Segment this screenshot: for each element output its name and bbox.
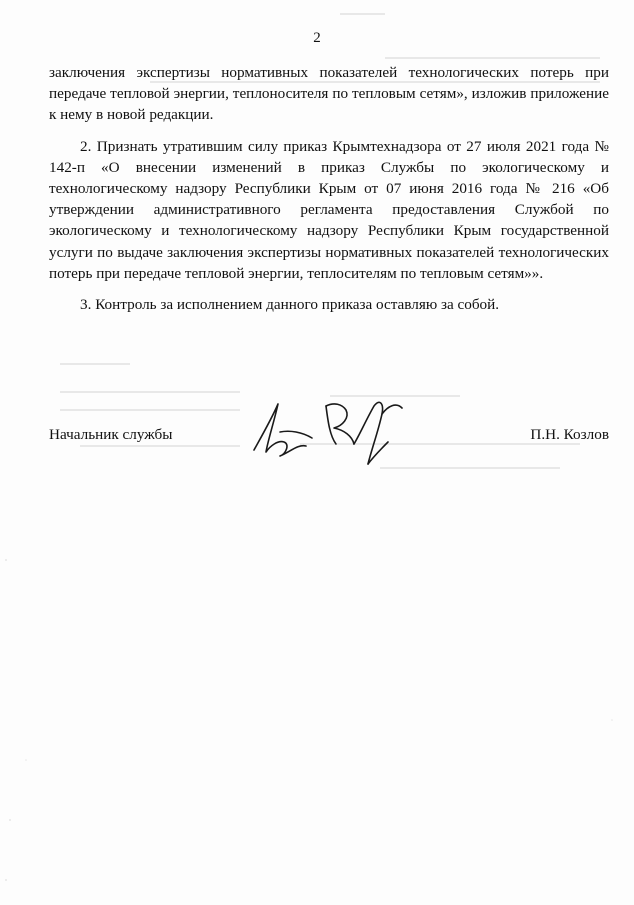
paragraph-continuation: заключения экспертизы нормативных показателей технологических потерь при передаче тепловой энергии, теплоносителя по тепловым сетям», изложив приложение к нему в новой редакции. [49,64,609,124]
paragraph-item-2: 2. Признать утратившим силу приказ Крымтехнадзора от 27 июля 2021 года № 142-п «О внесении изменений в приказ Службы по экологическому и технологическому надзору Республики Крым от 07 июня 2016 года № 216 «Об утверждении административного регламента предоставления Службой по экологическому и технологическому надзору Республики Крым государственной услуги по выдаче заключения экспертизы нормативных показателей технологических потерь при передаче тепловой энергии, теплосителям по тепловым сетям»». [49,137,609,282]
signatory-name: П.Н. Козлов [530,426,609,443]
paragraph-item-3: 3. Контроль за исполнением данного приказа оставляю за собой. [80,296,500,314]
page-number: 2 [313,30,321,46]
signatory-title: Начальник службы [49,426,173,443]
handwritten-signature [250,392,420,474]
document-body [49,62,609,315]
